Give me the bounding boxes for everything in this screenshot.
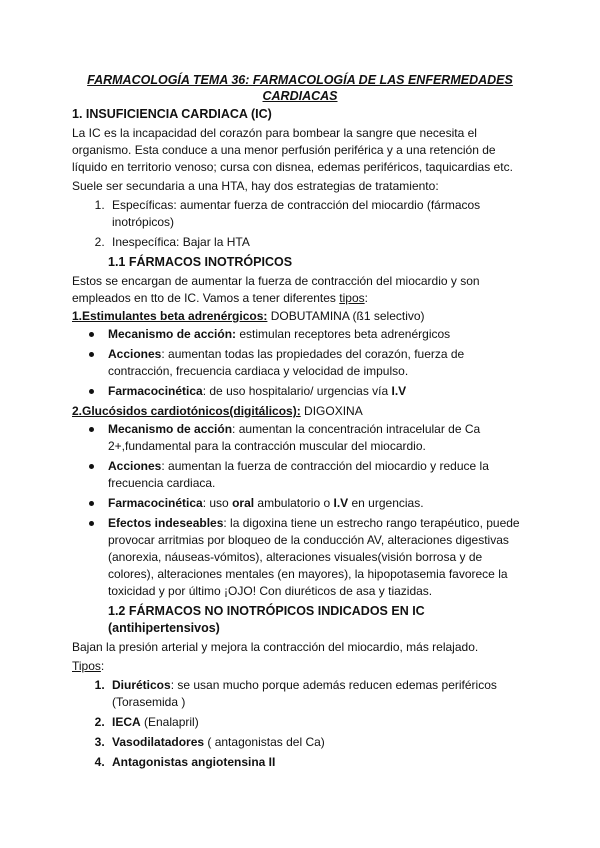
item-text: : la digoxina tiene un estrecho rango terapéutico, puede provocar arritmias por bloqueo de la conducción AV, alteraciones digestivas (anorexia, náuseas-vómitos), alteraciones visuales(visión borrosa y de colores), alteraciones mentales (en mayores), la hipopotasemia favorece la toxicidad y por último ¡OJO! Con diuréticos de asa y tiazidas. xyxy=(108,516,520,598)
list-item xyxy=(108,421,528,455)
intro-colon: : xyxy=(364,291,368,305)
section-heading-insuficiencia: 1. INSUFICIENCIA CARDIACA (IC) xyxy=(72,107,272,121)
types-list xyxy=(72,677,528,771)
item-text: : uso xyxy=(202,496,233,510)
list-item xyxy=(108,515,528,600)
paragraph-ic-definition: La IC es la incapacidad del corazón para bombear la sangre que necesita el organismo. Esta conduce a una menor perfusión periférica y a una retención de líquido en territorio venoso; cursa con disnea, edemas periféricos, taquicardias etc. xyxy=(72,126,513,174)
glucosidos-list xyxy=(72,421,528,600)
item-bold-tail: I.V xyxy=(333,496,349,510)
item-text: : aumentan la fuerza de contracción del miocardio y reduce la frecuencia cardiaca. xyxy=(108,459,489,490)
item-text: ( antagonistas del Ca) xyxy=(204,735,325,749)
subsection-heading-inotropicos: 1.1 FÁRMACOS INOTRÓPICOS xyxy=(108,255,293,269)
beta-adrenergicos-list xyxy=(72,326,528,400)
list-item xyxy=(108,734,528,751)
item-text: estimulan receptores beta adrenérgicos xyxy=(236,327,451,341)
item-label: Mecanismo de acción xyxy=(108,422,233,436)
paragraph-ic-strategies: Suele ser secundaria a una HTA, hay dos estrategias de tratamiento: xyxy=(72,179,439,193)
item-text-2: ambulatorio o xyxy=(254,496,334,510)
item-text: : de uso hospitalario/ urgencias vía xyxy=(202,384,392,398)
bullet-icon xyxy=(89,352,94,357)
item-text: (Enalapril) xyxy=(140,715,199,729)
item-text: : aumentan todas las propiedades del corazón, fuerza de contracción, frecuencia cardiaca y velocidad de impulso. xyxy=(108,347,465,378)
list-item xyxy=(108,346,528,380)
item-label: Acciones xyxy=(108,459,162,473)
list-item: 2. Inespecífica: Bajar la HTA xyxy=(108,234,528,251)
tipos-colon: : xyxy=(100,659,105,673)
item-text-3: en urgencias. xyxy=(348,496,424,510)
paragraph-no-inotropicos-intro: Bajan la presión arterial y mejora la contracción del miocardio, más relajado. xyxy=(72,640,479,654)
subsection-heading-no-inotropicos: 1.2 FÁRMACOS NO INOTRÓPICOS INDICADOS EN IC (antihipertensivos) xyxy=(108,604,425,635)
list-item xyxy=(108,714,528,731)
list-item xyxy=(108,326,528,343)
tipos-underlined: tipos xyxy=(339,291,365,305)
document-title: FARMACOLOGÍA TEMA 36: FARMACOLOGÍA DE LAS ENFERMEDADES CARDIACAS xyxy=(87,73,513,103)
list-item: 1. Específicas: aumentar fuerza de contracción del miocardio (fármacos inotrópicos) xyxy=(108,197,528,231)
category-drug: DOBUTAMINA (ß1 selectivo) xyxy=(267,309,425,323)
item-label: Efectos indeseables xyxy=(108,516,224,530)
item-label: IECA xyxy=(112,715,141,729)
paragraph-inotropicos-intro xyxy=(72,273,528,307)
bullet-icon xyxy=(89,332,94,337)
item-label: Farmacocinética xyxy=(108,496,203,510)
category-beta-adrenergicos xyxy=(72,308,528,325)
list-item xyxy=(108,458,528,492)
list-item xyxy=(108,383,528,400)
bullet-icon xyxy=(89,521,94,526)
item-text: : aumentan la concentración intracelular de Ca 2+,fundamental para la contracción muscular del miocardio. xyxy=(108,422,481,453)
intro-text: Estos se encargan de aumentar la fuerza de contracción del miocardio y son empleados en tto de IC. Vamos a tener diferentes xyxy=(72,274,480,305)
item-label: Mecanismo de acción: xyxy=(108,327,237,341)
item-bold-mid: oral xyxy=(232,496,255,510)
category-label: 1.Estimulantes beta adrenérgicos: xyxy=(72,309,268,323)
item-label: Antagonistas angiotensina II xyxy=(112,755,276,769)
item-bold-tail: I.V xyxy=(391,384,407,398)
bullet-icon xyxy=(89,501,94,506)
tipos-label: Tipos xyxy=(72,659,101,673)
category-glucosidos xyxy=(72,403,528,420)
list-item xyxy=(108,495,528,512)
category-drug: DIGOXINA xyxy=(300,404,363,418)
list-item xyxy=(108,754,528,771)
list-item xyxy=(108,677,528,711)
item-label: Acciones xyxy=(108,347,162,361)
strategies-list xyxy=(72,197,528,251)
item-label: Diuréticos xyxy=(112,678,171,692)
item-label: Vasodilatadores xyxy=(112,735,205,749)
bullet-icon xyxy=(89,389,94,394)
category-label: 2.Glucósidos cardiotónicos(digitálicos): xyxy=(72,404,301,418)
item-text: : se usan mucho porque además reducen edemas periféricos (Torasemida ) xyxy=(112,678,497,709)
types-label-line xyxy=(72,658,528,675)
bullet-icon xyxy=(89,464,94,469)
bullet-icon xyxy=(89,427,94,432)
item-label: Farmacocinética xyxy=(108,384,203,398)
